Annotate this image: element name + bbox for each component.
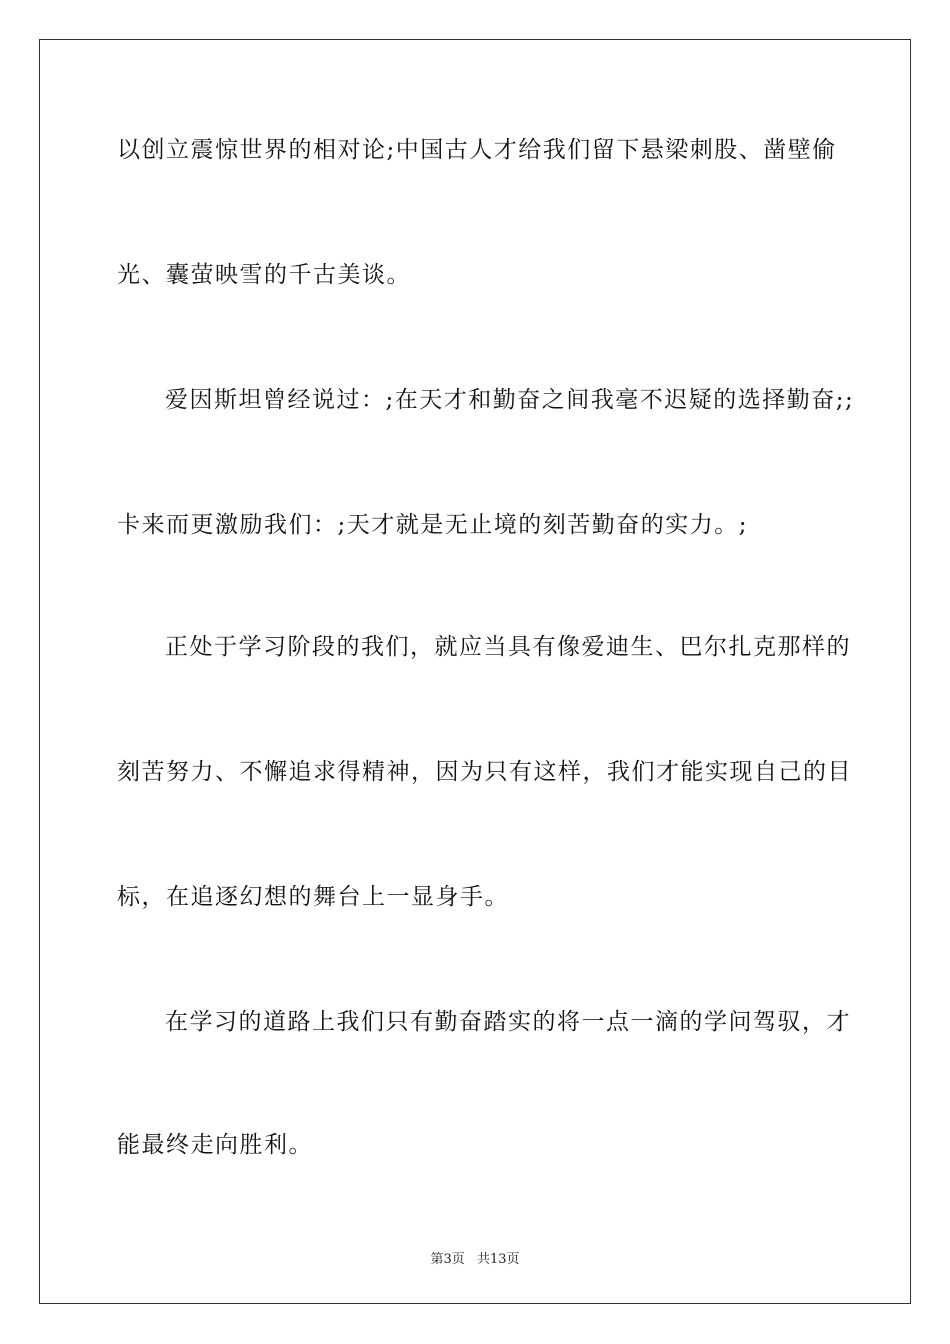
text-line: 光、囊萤映雪的千古美谈。 — [117, 262, 411, 288]
page-number: 第3页 — [430, 1252, 465, 1267]
text-line: 以创立震惊世界的相对论;中国古人才给我们留下悬梁刺股、凿壁偷 — [117, 137, 837, 163]
page-frame — [39, 39, 911, 1304]
text-line: 标，在追逐幻想的舞台上一显身手。 — [117, 884, 509, 910]
text-line: 能最终走向胜利。 — [117, 1132, 313, 1158]
text-line: 在学习的道路上我们只有勤奋踏实的将一点一滴的学问驾驭，才 — [165, 1009, 851, 1035]
text-line: 卡来而更激励我们：;天才就是无止境的刻苦勤奋的实力。; — [117, 512, 748, 538]
text-line: 刻苦努力、不懈追求得精神，因为只有这样，我们才能实现自己的目 — [117, 759, 852, 785]
text-line: 爱因斯坦曾经说过：;在天才和勤奋之间我毫不迟疑的选择勤奋;; — [165, 387, 855, 413]
page-footer — [0, 1248, 950, 1267]
page-total: 共13页 — [476, 1252, 520, 1267]
text-line: 正处于学习阶段的我们，就应当具有像爱迪生、巴尔扎克那样的 — [165, 634, 851, 660]
